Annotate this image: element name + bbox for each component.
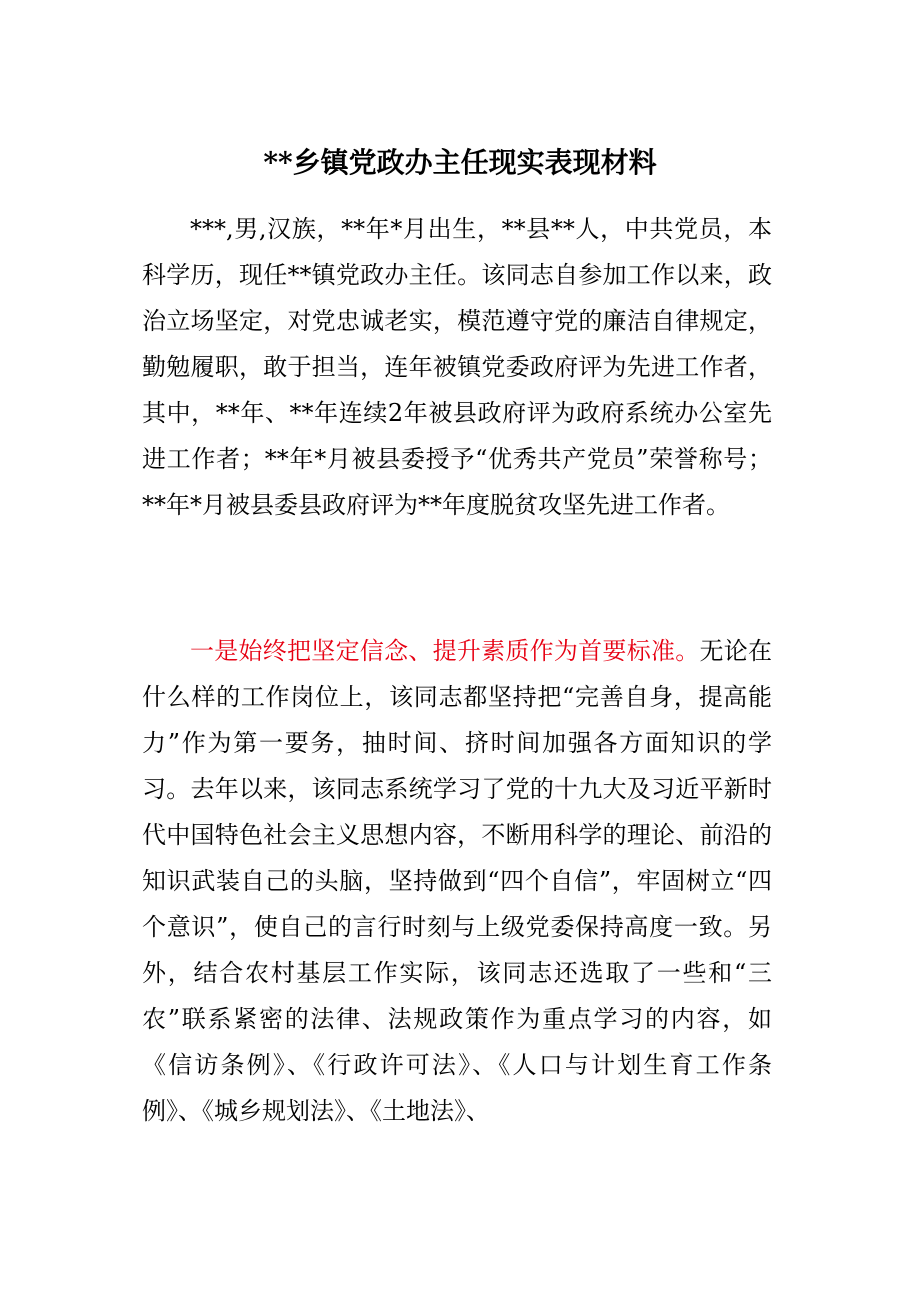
document-title: **乡镇党政办主任现实表现材料: [263, 146, 657, 179]
paragraph-intro: [142, 206, 772, 528]
paragraph-intro-body: ***,男,汉族，**年*月出生，**县**人，中共党员，本科学历，现任**镇党政办主任。该同志自参加工作以来，政治立场坚定，对党忠诚老实，模范遵守党的廉洁自律规定，勤勉履职，敢于担当，连年被镇党委政府评为先进工作者，其中，**年、**年连续2年被县政府评为政府系统办公室先进工作者；**年*月被县委授予“优秀共产党员”荣誉称号；**年*月被县委县政府评为**年度脱贫攻坚先进工作者。: [142, 215, 772, 519]
paragraph-point-one-lead: 一是始终把坚定信念、提升素质作为首要标准。: [190, 637, 700, 665]
paragraph-point-one: [142, 628, 772, 1134]
paragraph-point-one-body: 无论在什么样的工作岗位上，该同志都坚持把“完善自身，提高能力”作为第一要务，抽时间、挤时间加强各方面知识的学习。去年以来，该同志系统学习了党的十九大及习近平新时代中国特色社会主义思想内容，不断用科学的理论、前沿的知识武装自己的头脑，坚持做到“四个自信”，牢固树立“四个意识”，使自己的言行时刻与上级党委保持高度一致。另外，结合农村基层工作实际，该同志还选取了一些和“三农”联系紧密的法律、法规政策作为重点学习的内容，如《信访条例》、《行政许可法》、《人口与计划生育工作条例》、《城乡规划法》、《土地法》、: [142, 637, 773, 1125]
